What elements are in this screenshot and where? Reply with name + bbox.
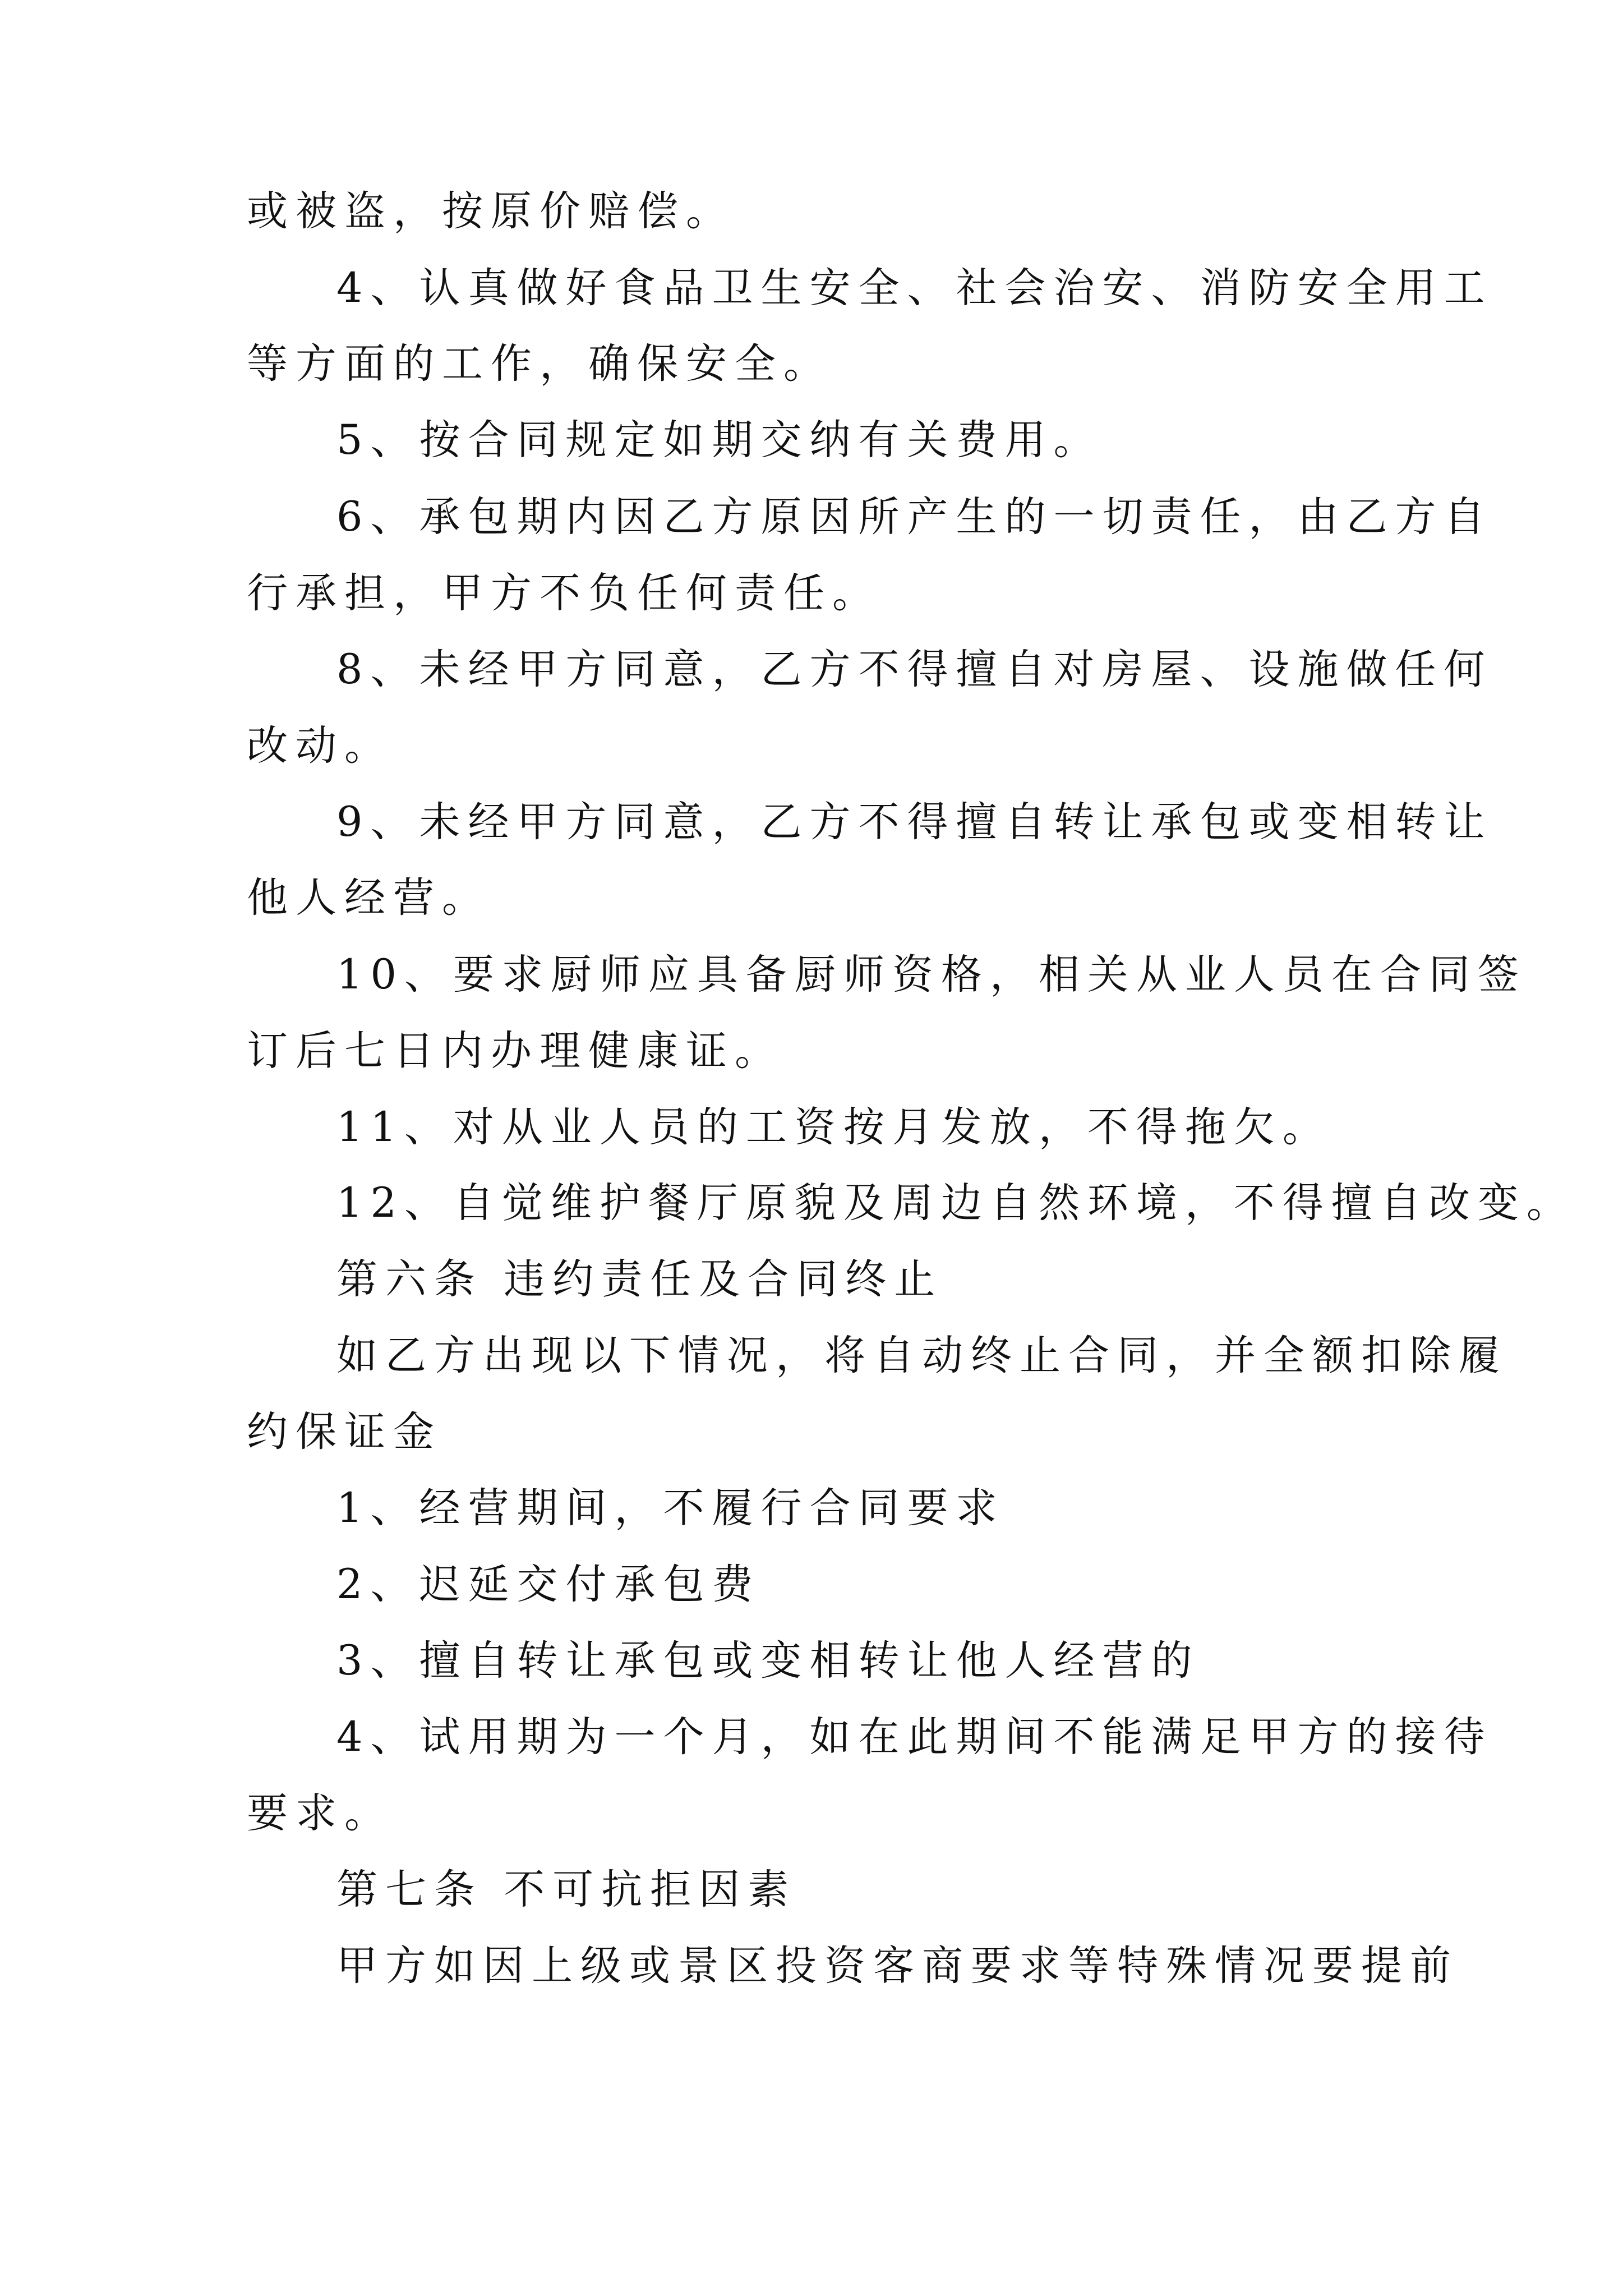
text-line: 4、认真做好食品卫生安全、社会治安、消防安全用工 [336,264,1493,312]
text-line: 12、自觉维护餐厅原貌及周边自然环境，不得擅自改变。 [336,1179,1575,1227]
text-line: 6、承包期内因乙方原因所产生的一切责任，由乙方自 [336,493,1493,541]
text-line: 9、未经甲方同意，乙方不得擅自转让承包或变相转让 [336,798,1493,846]
text-line: 订后七日内办理健康证。 [247,1027,783,1075]
text-line: 他人经营。 [247,874,491,922]
section-heading: 第六条 违约责任及合同终止 [336,1255,943,1303]
text-line: 1、经营期间，不履行合同要求 [336,1484,1005,1532]
text-line: 2、迟延交付承包费 [336,1561,761,1608]
text-line: 10、要求厨师应具备厨师资格，相关从业人员在合同签 [336,951,1527,999]
text-line: 4、试用期为一个月，如在此期间不能满足甲方的接待 [336,1713,1493,1761]
text-line: 11、对从业人员的工资按月发放，不得拖欠。 [336,1103,1331,1151]
text-line: 约保证金 [247,1408,442,1456]
text-line: 5、按合同规定如期交纳有关费用。 [336,416,1103,464]
text-line: 行承担，甲方不负任何责任。 [247,569,881,617]
text-line: 要求。 [247,1789,393,1837]
text-line: 改动。 [247,722,393,770]
section-heading: 第七条 不可抗拒因素 [336,1866,797,1913]
text-line: 等方面的工作，确保安全。 [247,340,832,388]
text-line: 或被盗，按原价赔偿。 [247,187,735,235]
text-line: 甲方如因上级或景区投资客商要求等特殊情况要提前 [336,1942,1459,1990]
text-line: 3、擅自转让承包或变相转让他人经营的 [336,1637,1200,1685]
text-line: 如乙方出现以下情况，将自动终止合同，并全额扣除履 [336,1332,1507,1379]
text-line: 8、未经甲方同意，乙方不得擅自对房屋、设施做任何 [336,646,1493,693]
